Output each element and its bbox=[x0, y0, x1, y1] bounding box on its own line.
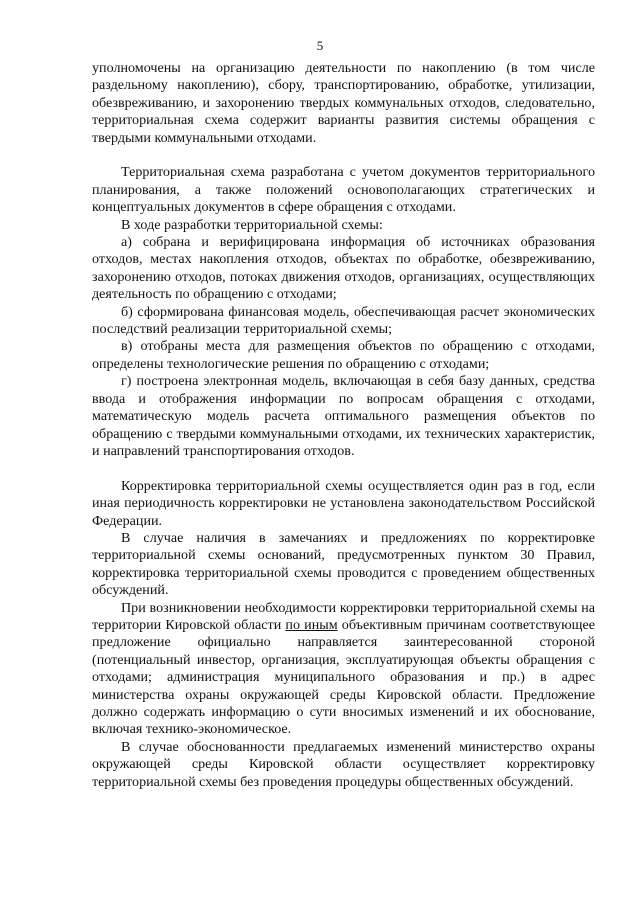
paragraph-continuation: уполномочены на организацию деятельности по накоплению (в том числе раздельному накоплению), сбору, транспортированию, обработке, утилизации, обезвреживанию, и захоронению твердых коммунальных отходов, следовательно, территориальная схема содержит варианты развития системы обращения с твердыми коммунальными отходами. bbox=[92, 60, 595, 146]
list-item-a: а) собрана и верифицирована информация об источниках образования отходов, местах накопления отходов, объектах по обработке, обезвреживанию, захоронению отходов, потоках движения отходов, организациях, осуществляющих деятельность по обращению с отходами; bbox=[92, 234, 595, 303]
list-item-g: г) построена электронная модель, включающая в себя базу данных, средства ввода и отображения информации по вопросам обращения с отходами, математическую модель расчета оптимального размещения объектов по обращению с твердыми коммунальными отходами, их технических характеристик, и направлений транспортирования отходов. bbox=[92, 373, 595, 459]
paragraph-justified-changes: В случае обоснованности предлагаемых изменений министерство охраны окружающей среды Кировской области осуществляет корректировку территориальной схемы без проведения процедуры общественных обсуждений. bbox=[92, 738, 595, 790]
page-number: 5 bbox=[316, 38, 324, 53]
underlined-phrase: по иным bbox=[285, 616, 338, 633]
list-item-v: в) отобраны места для размещения объектов по обращению с отходами, определены технологические решения по обращению с отходами; bbox=[92, 338, 595, 372]
paragraph-annual-correction: Корректировка территориальной схемы осуществляется один раз в год, если иная периодичность корректировки не установлена законодательством Российской Федерации. bbox=[92, 477, 595, 529]
document-body bbox=[92, 60, 595, 791]
other-reasons-text-after: объективным причинам соответствующее предложение официально направляется заинтересованной стороной (потенциальный инвестор, организация, эксплуатирующая объекты обращения с отходами; администрация муниципального образования и пр.) в адрес министерства охраны окружающей среды Кировской области. Предложение должно содержать информацию о сути вносимых изменений и их обоснование, включая технико-экономическое. bbox=[92, 616, 595, 738]
list-item-b: б) сформирована финансовая модель, обеспечивающая расчет экономических последствий реализации территориальной схемы; bbox=[92, 303, 595, 338]
paragraph-scheme-basis: Территориальная схема разработана с учетом документов территориального планирования, а также положений основополагающих стратегических и концептуальных документов в сфере обращения с отходами. bbox=[92, 164, 595, 216]
paragraph-development-intro: В ходе разработки территориальной схемы: bbox=[121, 216, 383, 233]
paragraph-other-reasons bbox=[92, 600, 595, 739]
paragraph-public-discussion: В случае наличия в замечаниях и предложениях по корректировке территориальной схемы оснований, предусмотренных пунктом 30 Правил, корректировка территориальной схемы проводится с проведением общественных обсуждений. bbox=[92, 529, 595, 599]
other-reasons-text-before: При возникновении необходимости корректировки территориальной схемы на территории Кировской области bbox=[92, 599, 595, 633]
